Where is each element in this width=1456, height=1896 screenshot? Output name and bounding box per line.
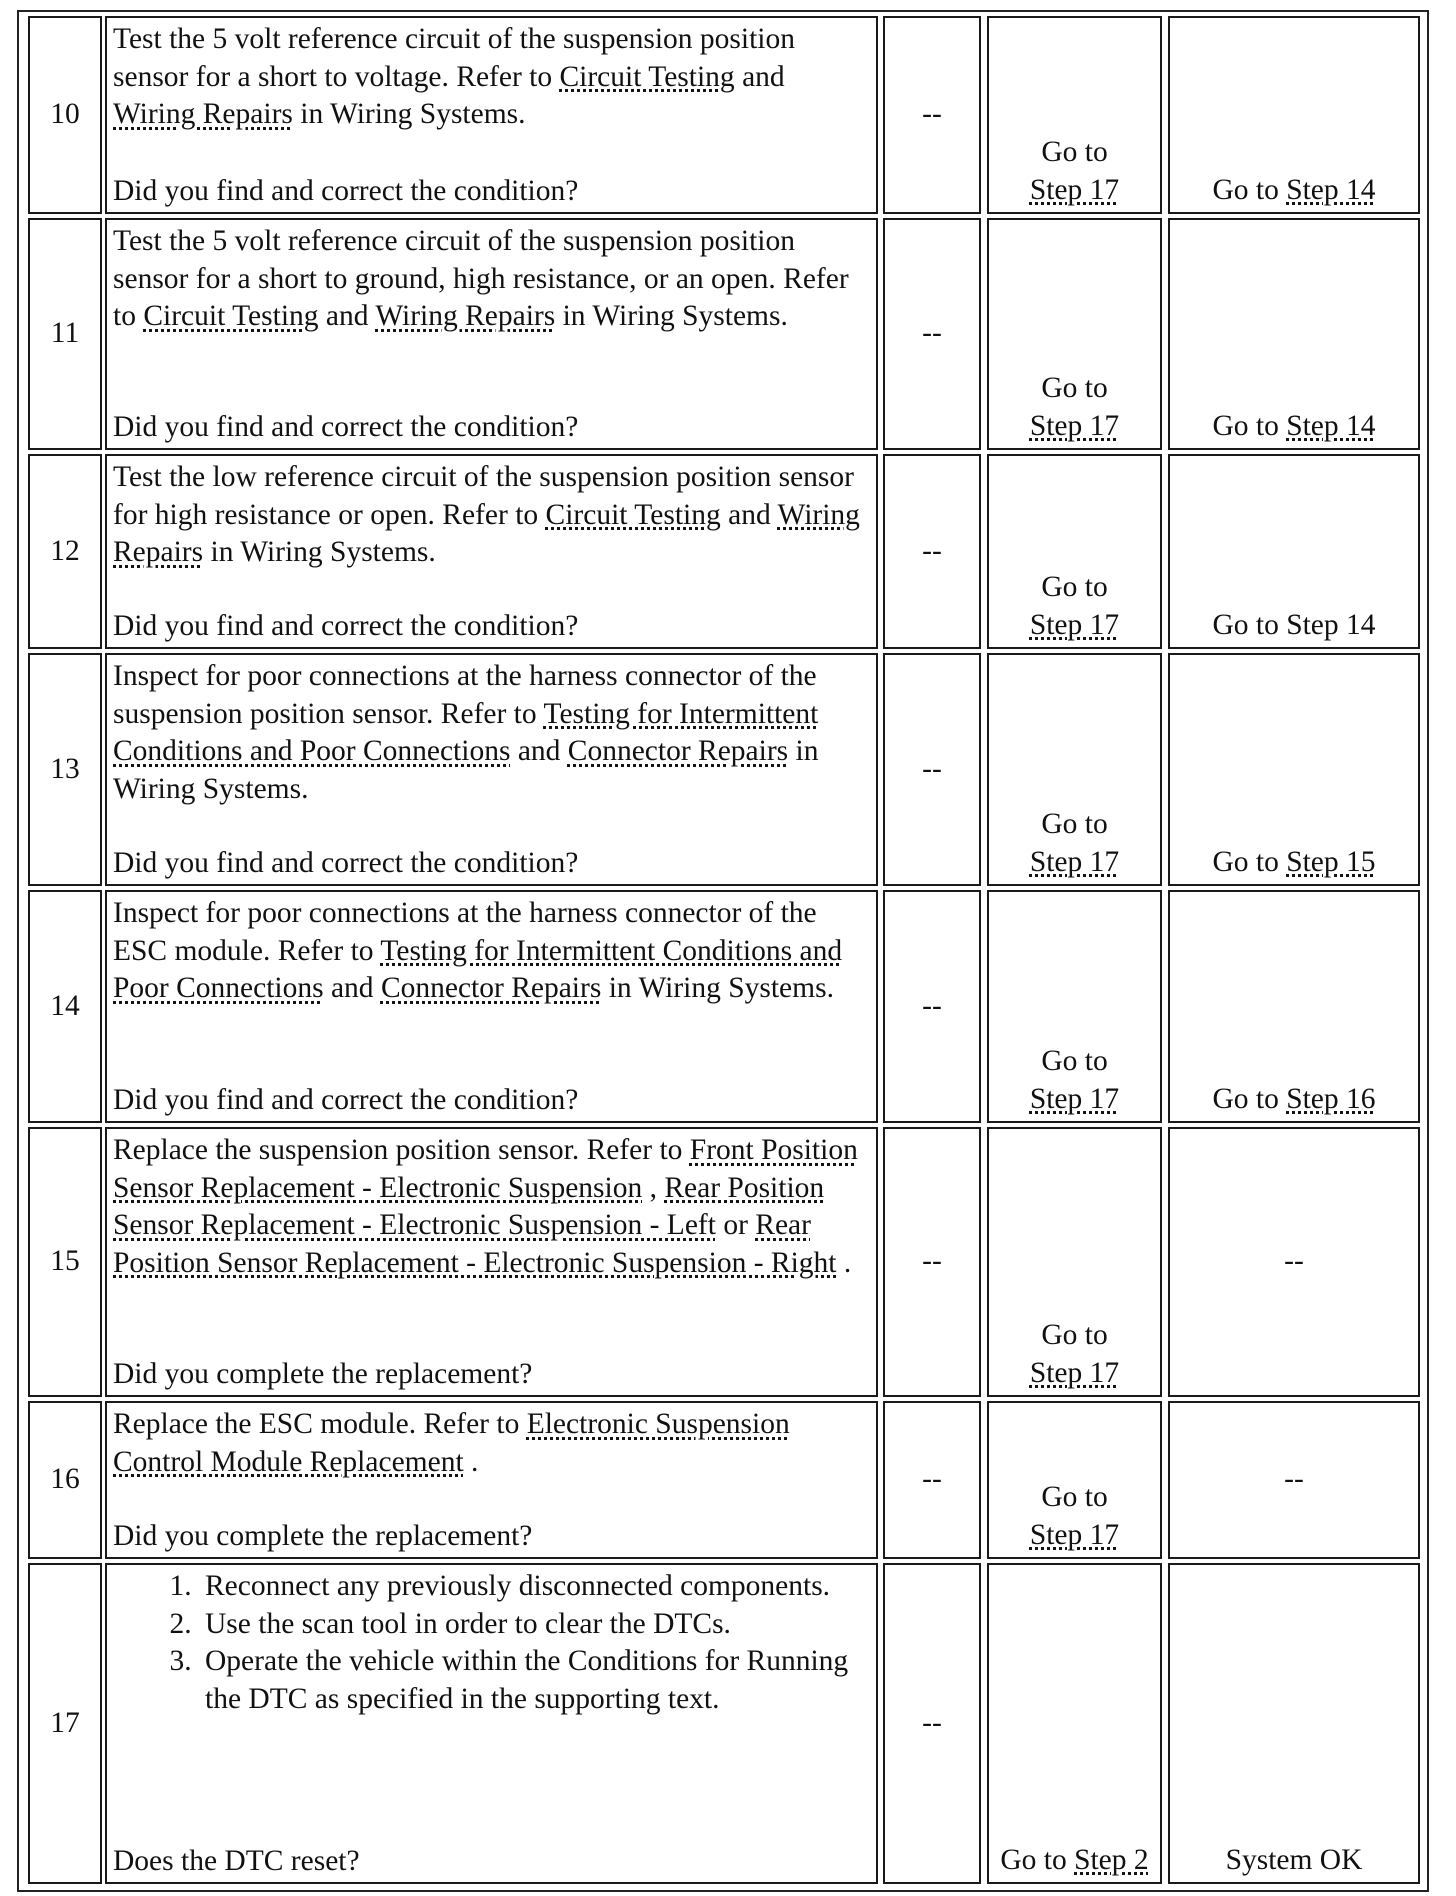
- step-description: Replace the suspension position sensor. Refer to Front Position Sensor Replacement - Electronic Suspension , Rear Position Sensor Replacement - Electronic Suspension - Left or Rear Position Sensor Replacement - Electronic Suspension - Right . Did you complete the replacement?: [105, 1127, 878, 1397]
- step-question: Did you find and correct the condition?: [113, 410, 579, 443]
- yes-action-cell: Go to Step 17: [987, 653, 1162, 886]
- yes-action-cell: Go to Step 17: [987, 16, 1162, 214]
- no-action-cell: --: [1168, 1127, 1420, 1397]
- step-number: 10: [28, 16, 102, 214]
- step-question: Did you find and correct the condition?: [113, 174, 579, 207]
- circuit-testing-link[interactable]: Circuit Testing: [559, 60, 735, 93]
- value-cell: --: [883, 653, 981, 886]
- go-to-step-15-link[interactable]: Step 15: [1286, 845, 1376, 878]
- connector-repairs-link[interactable]: Connector Repairs: [380, 972, 602, 1004]
- go-to-step-2-link[interactable]: Step 2: [1074, 1843, 1149, 1876]
- step-question: Did you complete the replacement?: [113, 1519, 533, 1552]
- step-description: Replace the ESC module. Refer to Electronic Suspension Control Module Replacement . Did you complete the replacement?: [105, 1401, 878, 1559]
- step-description: Inspect for poor connections at the harness connector of the ESC module. Refer to Testing for Intermittent Conditions and Poor Connections and Connector Repairs in Wiring Systems. Did you find and correct the condition?: [105, 890, 878, 1123]
- yes-action-cell: Go to Step 17: [987, 1401, 1162, 1559]
- no-action-cell: Go to Step 14: [1168, 218, 1420, 450]
- value-cell: --: [883, 16, 981, 214]
- step-description: Test the 5 volt reference circuit of the suspension position sensor for a short to voltage. Refer to Circuit Testing and Wiring Repairs in Wiring Systems. Did you find and correct the condition?: [105, 16, 878, 214]
- esc-module-replacement-link[interactable]: Electronic Suspension Control Module Replacement: [113, 1408, 790, 1478]
- testing-intermittent-conditions-link[interactable]: Testing for Intermittent Conditions and Poor Connections: [113, 934, 843, 1004]
- step-number: 11: [28, 218, 102, 450]
- step-number: 13: [28, 653, 102, 886]
- go-to-step-17-link[interactable]: Step 17: [1029, 1518, 1120, 1551]
- value-cell: --: [883, 890, 981, 1123]
- step-number: 14: [28, 890, 102, 1123]
- step-question: Did you find and correct the condition?: [113, 1083, 579, 1116]
- yes-action-cell: Go to Step 17: [987, 454, 1162, 649]
- step-number: 17: [28, 1563, 102, 1884]
- step-number: 12: [28, 454, 102, 649]
- value-cell: --: [883, 1127, 981, 1397]
- no-action-cell: Go to Step 14: [1168, 454, 1420, 649]
- circuit-testing-link[interactable]: Circuit Testing: [143, 300, 319, 332]
- go-to-step-17-link[interactable]: Step 17: [1029, 409, 1120, 442]
- go-to-step-17-link[interactable]: Step 17: [1029, 1082, 1120, 1115]
- step-description: Test the low reference circuit of the suspension position sensor for high resistance or open. Refer to Circuit Testing and Wiring Repairs in Wiring Systems. Did you find and correct the condition?: [105, 454, 878, 649]
- value-cell: --: [883, 1563, 981, 1884]
- list-item: 1. Reconnect any previously disconnected components.: [199, 1568, 872, 1606]
- no-action-cell: Go to Step 16: [1168, 890, 1420, 1123]
- wiring-repairs-link[interactable]: Wiring Repairs: [113, 498, 860, 568]
- go-to-step-17-link[interactable]: Step 17: [1029, 1356, 1120, 1389]
- connector-repairs-link[interactable]: Connector Repairs: [567, 735, 789, 767]
- step-description: Inspect for poor connections at the harness connector of the suspension position sensor. Refer to Testing for Intermittent Conditions and Poor Connections and Connector Repairs in Wiring Systems. Did you find and correct the condition?: [105, 653, 878, 886]
- step-number: 16: [28, 1401, 102, 1559]
- step-question: Does the DTC reset?: [113, 1844, 360, 1877]
- go-to-step-17-link[interactable]: Step 17: [1029, 608, 1120, 641]
- instruction-list: [113, 1568, 872, 1718]
- step-question: Did you find and correct the condition?: [113, 846, 579, 879]
- step-description: [105, 1563, 878, 1884]
- step-question: Did you complete the replacement?: [113, 1357, 533, 1390]
- yes-action-cell: Go to Step 17: [987, 1127, 1162, 1397]
- list-item: 2. Use the scan tool in order to clear the DTCs.: [199, 1606, 872, 1644]
- circuit-testing-link[interactable]: Circuit Testing: [545, 498, 721, 531]
- step-question: Did you find and correct the condition?: [113, 609, 579, 642]
- value-cell: --: [883, 1401, 981, 1559]
- yes-action-cell: Go to Step 17: [987, 890, 1162, 1123]
- go-to-step-17-link[interactable]: Step 17: [1029, 845, 1120, 878]
- rear-position-sensor-right-link[interactable]: Rear Position Sensor Replacement - Electronic Suspension - Right: [113, 1209, 837, 1279]
- go-to-step-17-link[interactable]: Step 17: [1029, 173, 1120, 206]
- no-action-cell: --: [1168, 1401, 1420, 1559]
- go-to-step-14-link[interactable]: Step 14: [1286, 173, 1376, 206]
- value-cell: --: [883, 218, 981, 450]
- yes-action-cell: Go to Step 17: [987, 218, 1162, 450]
- front-position-sensor-replacement-link[interactable]: Front Position Sensor Replacement - Electronic Suspension: [113, 1134, 858, 1204]
- list-item: 3. Operate the vehicle within the Conditions for Running the DTC as specified in the supporting text.: [199, 1643, 872, 1718]
- wiring-repairs-link[interactable]: Wiring Repairs: [375, 300, 556, 332]
- rear-position-sensor-left-link[interactable]: Rear Position Sensor Replacement - Electronic Suspension - Left: [113, 1171, 825, 1241]
- step-description: Test the 5 volt reference circuit of the suspension position sensor for a short to ground, high resistance, or an open. Refer to Circuit Testing and Wiring Repairs in Wiring Systems. Did you find and correct the condition?: [105, 218, 878, 450]
- value-cell: --: [883, 454, 981, 649]
- yes-action-cell: Go to Step 2: [987, 1563, 1162, 1884]
- no-action-cell: Go to Step 15: [1168, 653, 1420, 886]
- no-action-cell: Go to Step 14: [1168, 16, 1420, 214]
- wiring-repairs-link[interactable]: Wiring Repairs: [113, 98, 293, 130]
- no-action-cell: System OK: [1168, 1563, 1420, 1884]
- testing-intermittent-conditions-link[interactable]: Testing for Intermittent Conditions and Poor Connections: [113, 697, 819, 767]
- go-to-step-14-link[interactable]: Step 14: [1286, 409, 1376, 442]
- step-number: 15: [28, 1127, 102, 1397]
- go-to-step-16-link[interactable]: Step 16: [1286, 1082, 1376, 1115]
